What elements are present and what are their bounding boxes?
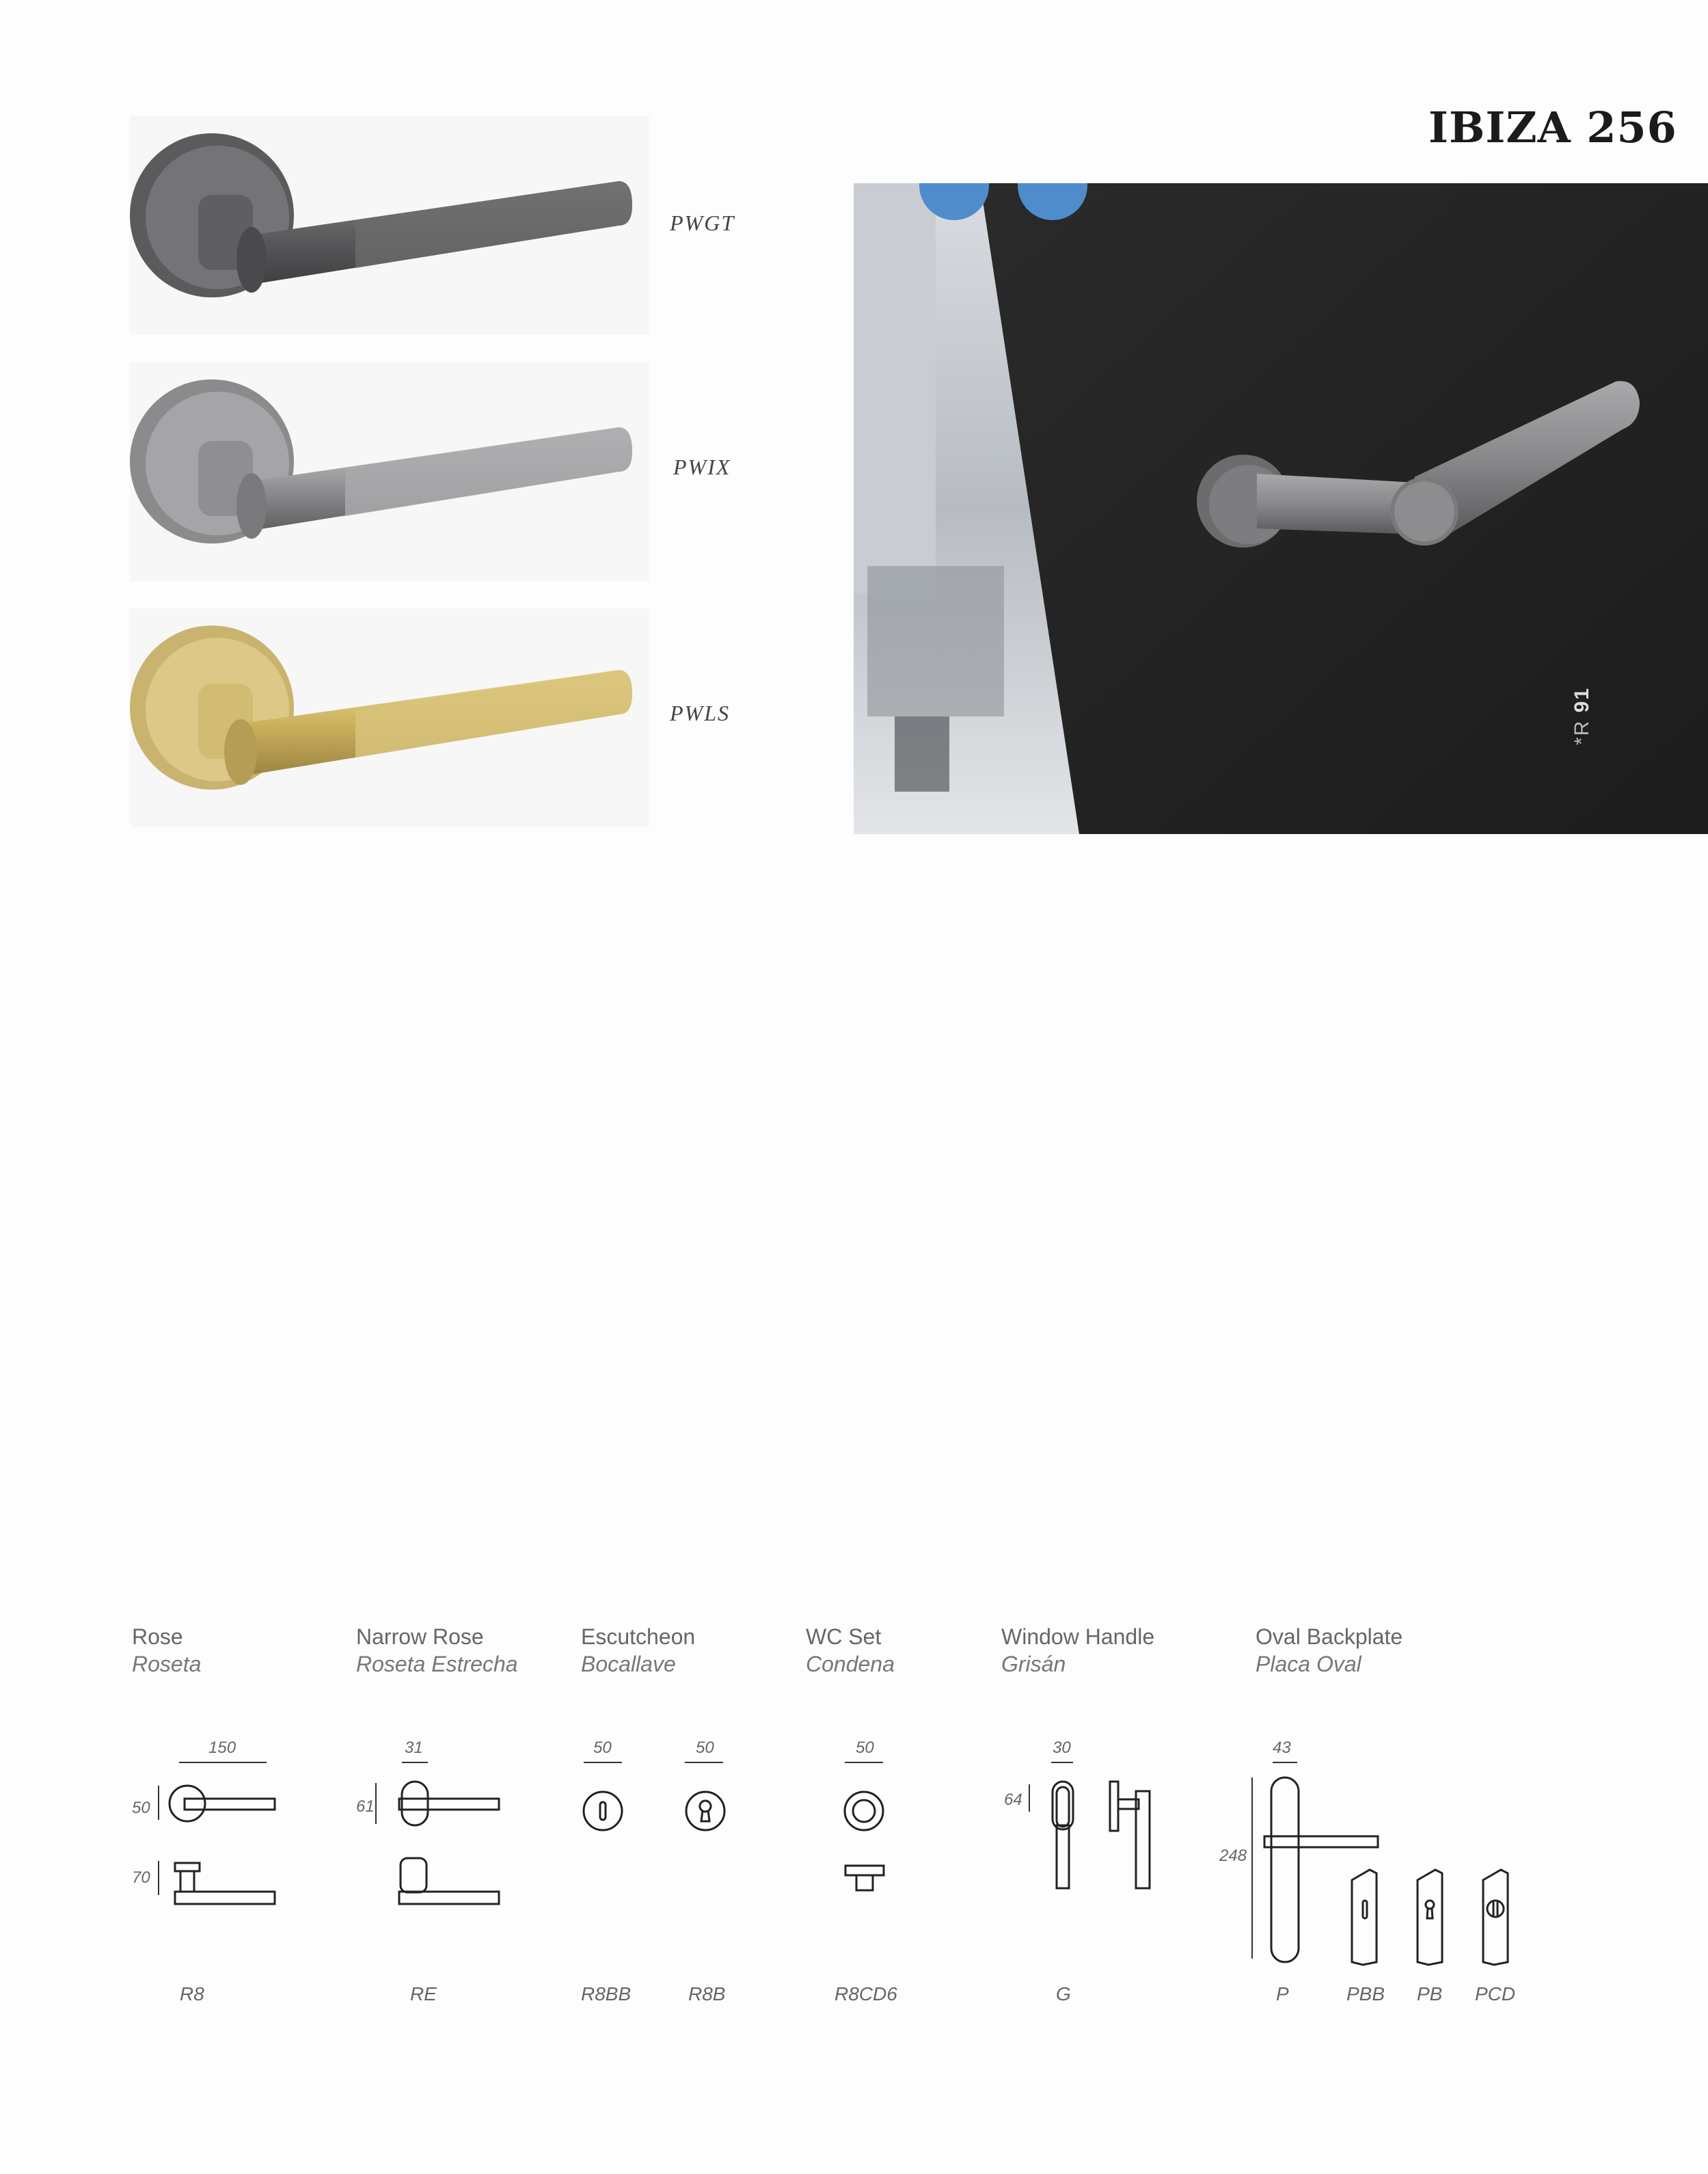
lever-handle-stainless-icon: [130, 362, 649, 581]
window-handle-drawing-icon: [1018, 1757, 1169, 1894]
accessory-code: RE: [410, 1983, 437, 2004]
oval-backplate-drawing-icon: [1244, 1757, 1531, 1969]
product-code: PWGT: [670, 211, 735, 235]
narrow-rose-drawing-icon: [369, 1757, 513, 1914]
accessory-title-en: Window Handle: [1001, 1624, 1155, 1649]
dimension-label: 50: [856, 1739, 874, 1757]
dimension-label: 50: [593, 1739, 612, 1757]
product-code: PWLS: [670, 701, 730, 725]
dimension-label: 150: [208, 1739, 236, 1757]
dimension-label: 70: [132, 1868, 150, 1887]
page-title: IBIZA 256: [1428, 103, 1677, 152]
accessory-title-es: Placa Oval: [1256, 1652, 1361, 1676]
dimension-label: 248: [1219, 1847, 1247, 1865]
product-image-pwls: [130, 608, 730, 827]
product-image-pwix: [130, 362, 731, 581]
dimension-label: 50: [132, 1799, 150, 1817]
product-image-pwgt: [130, 116, 735, 335]
accessory-code: PB: [1417, 1983, 1443, 2004]
wc-set-drawing-icon: [841, 1757, 916, 1901]
accessory-code: PBB: [1346, 1983, 1385, 2004]
reference-code: *R 91: [1571, 686, 1593, 745]
accessory-title-en: Oval Backplate: [1256, 1624, 1403, 1649]
accessory-title-es: Roseta Estrecha: [356, 1652, 518, 1676]
accessory-title-en: WC Set: [806, 1624, 882, 1649]
accessory-title-en: Escutcheon: [581, 1624, 696, 1649]
accessory-code: R8BB: [581, 1983, 632, 2004]
dimension-label: 64: [1004, 1790, 1022, 1809]
accessory-title-en: Rose: [132, 1624, 183, 1649]
lever-handle-brass-icon: [130, 608, 649, 827]
dimension-label: 43: [1273, 1739, 1291, 1757]
product-code: PWIX: [673, 455, 731, 479]
accessory-title-es: Bocallave: [581, 1652, 676, 1676]
accessory-code: PCD: [1475, 1983, 1516, 2004]
dimension-label: 61: [356, 1797, 375, 1816]
dimension-label: 50: [696, 1739, 714, 1757]
rose-drawing-icon: [150, 1757, 287, 1914]
dimension-label: 31: [405, 1739, 423, 1757]
escutcheon-drawing-icon: [581, 1757, 738, 1839]
accessory-title-es: Roseta: [132, 1652, 202, 1676]
accessory-code: R8B: [688, 1983, 726, 2004]
lever-handle-graphite-icon: [130, 116, 649, 335]
accessory-title-en: Narrow Rose: [356, 1624, 484, 1649]
accessory-code: P: [1276, 1983, 1289, 2004]
accessory-title-es: Condena: [806, 1652, 895, 1676]
accessory-code: G: [1056, 1983, 1071, 2004]
accessory-code: R8: [180, 1983, 204, 2004]
dimension-label: 30: [1053, 1739, 1071, 1757]
accessory-code: R8CD6: [835, 1983, 897, 2004]
accessory-title-es: Grisán: [1001, 1652, 1066, 1676]
